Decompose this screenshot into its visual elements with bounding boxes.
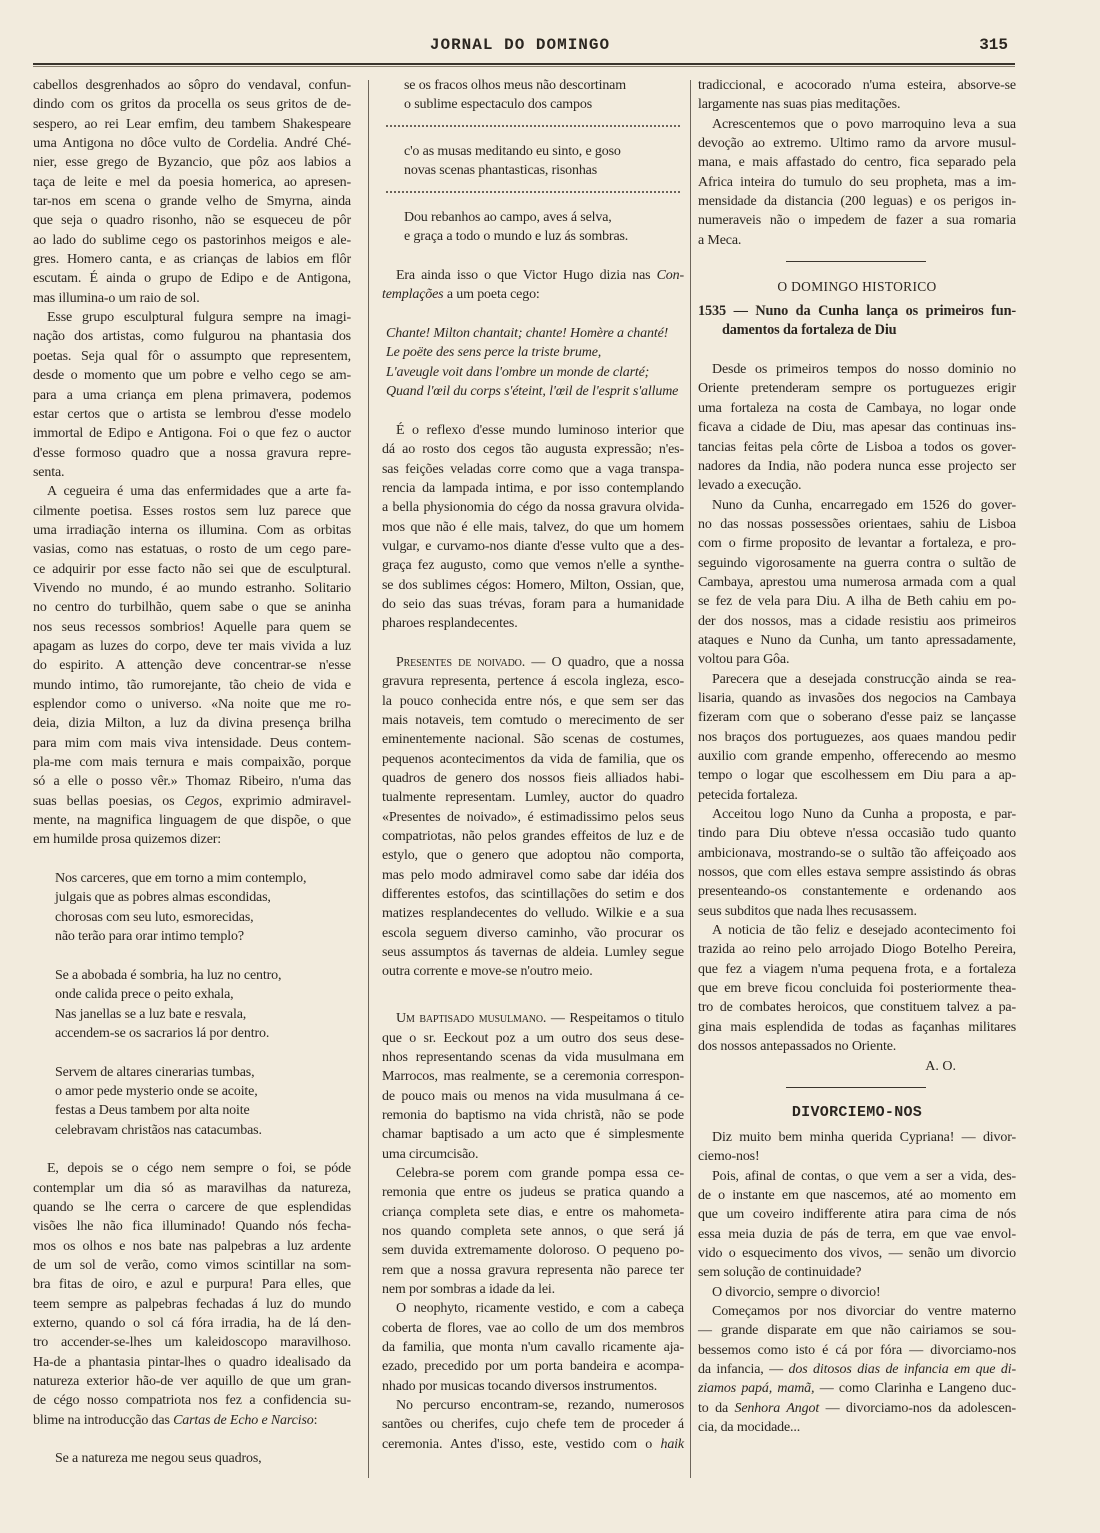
text-line: nos quando completa sete annos, o que será já [382,1223,684,1239]
text-line: mente, na magnifica linguagem de que dispõe, o que [33,813,351,829]
paragraph [698,496,1016,670]
text-line: numeraveis não o impedem de fazer a sua romaria [698,213,1016,229]
text-line: eminentemente nacional. São scenas de costumes, [382,732,684,748]
text-line: externo, quando o sol cá fóra irradia, ha de lá den- [33,1316,351,1331]
text-line: pequenos acontecimentos da vida de familia, que os [382,751,684,767]
text-line: dindo com os gritos da procella os seus gritos de de- [33,97,351,113]
newspaper-title: JORNAL DO DOMINGO [429,36,611,54]
column-2 [382,76,684,1454]
blank-space [698,341,1016,360]
section-divider [698,1076,1016,1098]
text-line: Acrescentemos que o povo marroquino leva a sua [712,116,1016,132]
column-divider [368,80,369,1478]
text-line: de o instante em que nascemos, até ao momento em [698,1187,1016,1203]
text-line: cabellos desgrenhados ao sôpro do vendaval, confun- [33,78,351,93]
text-line: do espirito. A attenção deve concentrar-se n'esse [33,658,351,674]
paragraph [382,266,684,305]
text-line: chamar baptisado a um acto que é simplesmente [382,1127,684,1143]
text-line: É o reflexo d'esse mundo luminoso interior que [396,422,684,438]
blank-space [382,1001,684,1009]
paragraph [698,1128,1016,1167]
text-line: gina mais esplendida de todas as façanhas militares [698,1019,1016,1035]
text-line: quando se lhe cerra o carcere de que esplendidas [33,1199,351,1215]
text-line: escola seguem diverso caminho, vão procurar os [382,925,684,941]
text-line: a bella physionomia do cégo da nossa gravura olvida- [382,500,684,516]
paragraph [698,115,1016,250]
text-line: uma irradiação interna os illumina. Com as orbitas [33,522,351,538]
text-line: Se a abobada é sombria, ha luz no centro, [55,967,282,983]
text-line: mana, e mais affastado do centro, fica separado pela [698,155,1016,171]
text-line: dá ao rosto dos cegos tão augusta expressão; n'es- [382,442,684,458]
text-line: taça de leite e mel da poesia homerica, ao apresen- [33,174,351,190]
text-line: vasias, como nas estatuas, o rosto de um cego pare- [33,542,351,558]
verse-stanza [382,142,684,181]
text-line: seus assumptos ás tavernas de aldeia. Lumley segue [382,945,684,961]
text-line: Ha-de a phantasia pintar-lhes o quadro idealisado da [33,1354,351,1370]
text-line: Quand l'œil du corps s'éteint, l'œil de l'esprit s'allume [386,384,679,400]
text-line: onde calida prece o peito exhala, [55,987,234,1003]
text-line: remonia que entre os judeus se pratica quando a [382,1185,684,1201]
text-segment: ceremonia. Antes d'isso, este, vestido com o [382,1436,661,1452]
text-segment: to da [698,1400,735,1416]
text-line: E, depois se o cégo nem sempre o foi, se póde [47,1161,351,1177]
verse-stanza [33,966,351,1043]
text-segment: Era ainda isso o que Victor Hugo dizia nas [396,268,657,284]
text-line: presenteando-os constantemente e ordenando aos [698,884,1016,900]
text-line: para mim com mais viva intensidade. Deus contem- [33,735,351,751]
text-line: em humilde prosa quizemos dizer: [33,832,222,848]
text-line: nossos, que com elles estava sempre assistindo ás obras [698,865,1016,881]
text-line: mos os olhos e nos bate nas palpebras a luz ardente [33,1238,351,1254]
paragraph [698,76,1016,115]
text-line [382,1435,684,1454]
blank-space [382,402,684,421]
italic-text: dos ditosos dias de infancia em que di- [788,1361,1016,1377]
blank-space [33,1140,351,1159]
italic-text: Senhora Angot [734,1400,820,1416]
text-line: No percurso encontram-se, rezando, numerosos [396,1398,684,1414]
text-segment: — O quadro, que a nossa [525,654,684,670]
text-line: a Meca. [698,232,742,248]
text-segment: , exprimio admiravel- [218,793,351,809]
text-line: lisaria, quando as invasões dos negocios na Cambaya [698,690,1016,706]
text-segment: a um poeta cego: [443,287,540,303]
text-line: mensidade da distancia (200 leguas) e os perigos in- [698,194,1016,210]
paragraph [33,482,351,850]
text-line: mais notaveis, tem comtudo o merecimento de ser [382,713,684,728]
text-line: apagam as luzes do corpo, deve ter mais vivida a luz [33,638,351,654]
text-line: Nos carceres, que em torno a mim contemplo, [55,871,307,887]
text-line: cilmente poetisa. Esses rostos sem luz parece que [33,503,351,519]
text-line: coberta de flores, vae ao collo de um dos membros [382,1320,684,1336]
text-line: A noticia de tão feliz e desejado acontecimento foi [712,923,1016,939]
italic-text: haik [660,1436,684,1452]
text-line: «Presentes de noivado», é estimadissimo pelos seus [382,809,684,825]
paragraph [698,302,1016,341]
text-line: la pouco conhecida entre nós, e que sem ser das [382,693,684,709]
text-line: festas a Deus tambem por alta noite [55,1103,250,1119]
paragraph [698,360,1016,495]
text-line: remonia do baptismo na vida christã, não se pode [382,1107,684,1123]
text-line: ciemo-nos! [698,1149,760,1165]
text-line: e graça a todo o mundo e luz ás sombras. [404,229,629,245]
text-line: com o firme proposito de levantar a fortaleza, e pro- [698,536,1016,552]
text-line: julgais que as pobres almas escondidas, [55,890,271,906]
text-line: só a elle o posso vêr.» Thomaz Ribeiro, n'uma das [33,774,351,790]
text-line: Africa inteira do tumulo do seu propheta, mas a im- [698,174,1016,190]
blank-space [382,134,684,142]
text-line: Oriente pretenderam sempre os portuguezes erigir [698,381,1016,397]
text-line: Se a natureza me negou seus quadros, [55,1451,262,1467]
text-line: cia, da mocidade... [698,1420,801,1435]
text-line: novas scenas phantasticas, risonhas [404,163,598,179]
italic-text: Con- [656,268,684,284]
verse-stanza [382,208,684,247]
text-line: Servem de altares cinerarias tumbas, [55,1064,255,1080]
text-line: pharoes resplandecentes. [382,616,518,632]
text-line: desde o momento que um pobre e velho cego se am- [33,368,351,384]
text-line: contemplar um dia só as maravilhas da natureza, [33,1180,351,1196]
text-line: natureza exterior hão-de ver aquillo de que um gran- [33,1374,351,1390]
text-line: nem por sombras a idade da lei. [382,1281,556,1297]
text-line: Começamos por nos divorciar do ventre materno [712,1303,1016,1319]
text-line: ambicionava, mostrando-se o sultão tão affeiçoado aos [698,845,1016,861]
paragraph [698,1302,1016,1437]
text-line: Nas janellas se a luz bate e resvala, [55,1006,247,1022]
masthead [0,36,1100,60]
text-line: que um coveiro indifferente atira para cima de nós [698,1207,1016,1223]
text-line: tualmente representam. Lumley, auctor do quadro [382,790,684,806]
text-line: teem sempre as palpebras fechadas á luz do mundo [33,1296,351,1312]
blank-space [33,946,351,965]
text-line: uma Antigona no dôce vulto de Cordelia. André Ché- [33,136,351,152]
text-line: essa meia duzia de pás de terra, em que vae envol- [698,1226,1016,1242]
text-line: ce adquirir por esse facto não sei que de esculptural. [33,561,351,577]
text-line: nhos representando scenas da vida musulmana em [382,1049,684,1065]
text-line: que seja o quadro risonho, não se esqueceu de pôr [33,213,351,229]
verse-stanza [33,1449,351,1468]
paragraph [698,1283,1016,1302]
text-line: Le poëte des sens perce la triste brume, [386,345,602,361]
text-line: nos seus recessos sombrios! Aquelle para quem se [33,619,351,635]
text-line: Dou rebanhos ao campo, aves á selva, [404,210,612,226]
text-line: mos que não é elle mais, talvez, do que um homem [382,519,684,535]
text-line: graça fez augusto, como que vemos n'elle a synthe- [382,558,684,574]
text-line: gres. Homero canta, e as crianças de labios em flôr [33,252,351,268]
text-line: uma circumcisão. [382,1146,479,1162]
header-rule [33,63,1015,67]
paragraph [382,421,684,634]
text-line: sespero, ao rei Lear emfim, deu tambem Shakespeare [33,116,351,132]
blank-space [382,305,684,324]
text-segment: : [313,1412,318,1428]
text-line: sem duvida extremamente doloroso. O pequeno po- [382,1243,684,1259]
italic-text: Cegos [184,793,219,809]
section-heading: O DOMINGO HISTORICO [777,279,937,295]
text-segment: suas bellas poesias, os [33,793,185,809]
section-heading: DIVORCIEMO-NOS [791,1103,923,1121]
verse-stanza [33,1063,351,1140]
column-3 [698,76,1016,1437]
text-line: Vivendo no mundo, é ao mundo estranho. Solitario [33,580,351,596]
text-line: esplendor como o universo. «Na noite que me ro- [33,697,351,712]
small-caps-title: Presentes de noivado. [396,654,526,670]
text-line: differentes estofos, das scintillações do setim e dos [382,887,684,903]
text-segment: blime na introducção das [33,1412,174,1428]
text-line: vulgar, e curvamo-nos diante d'esse vulto que a des- [382,538,684,554]
page-number: 315 [979,36,1008,54]
text-line: tro de combates heroicos, que constituem talvez a pa- [698,1000,1016,1016]
text-line: visões lhe não fica illuminado! Quando nós fecha- [33,1219,351,1235]
text-line [382,285,684,304]
text-line: da familia, que monta n'um cavallo ricamente aja- [382,1340,684,1355]
text-line: Celebra-se porem com grande pompa essa ce- [396,1165,684,1181]
text-line: senta. [33,464,65,480]
text-line: L'aveugle voit dans l'ombre un monde de clarté; [386,364,650,380]
text-segment: — divorciamo-nos da adolescen- [819,1400,1016,1416]
text-line: celebravam christãos nas catacumbas. [55,1122,262,1138]
paragraph [698,1167,1016,1283]
author-signature: A. O. [925,1058,956,1074]
text-line: nos braços dos portuguezes, aos quaes mandou pedir [698,729,1016,745]
text-line: Diz muito bem minha querida Cypriana! — divor- [712,1129,1016,1145]
text-line: trazida ao reino pelo arrojado Diogo Botelho Pereira, [698,942,1016,958]
text-line: rem que a nossa gravura representa não parece ter [382,1262,684,1278]
text-line: não terão para orar intimo templo? [55,929,244,945]
small-caps-title: Um baptisado musulmano. [396,1011,547,1027]
text-line: Parecera que a desejada construcção ainda se rea- [712,671,1016,687]
text-line: Cambaya, aprestou uma numerosa armada com a qual [698,574,1016,590]
text-line: accendem-se os sacrarios lá por dentro. [55,1025,270,1041]
text-line: escutam. É ainda o grupo de Edipo e de Antigona, [33,271,351,287]
text-line: que fez a viagem n'uma pequena frota, e a fortaleza [698,961,1016,977]
paragraph [33,308,351,482]
text-line [698,1399,1016,1418]
blank-space [382,982,684,1001]
paragraph [382,1396,684,1454]
text-line: Esse grupo esculptural fulgura sempre na imagi- [47,310,351,326]
text-line: largamente nas suas pias meditações. [698,97,901,113]
text-line: compatriotas, não pelos grandes effeitos de luz e de [382,829,684,845]
text-line: sem solução de continuidade? [698,1265,862,1281]
text-segment: da infancia, — [698,1361,789,1377]
verse-stanza [382,76,684,115]
paragraph [33,1159,351,1430]
text-line: levado a execução. [698,478,802,494]
text-line: 1535 — Nuno da Cunha lança os primeiros fun- [698,303,1016,320]
text-line: tempo o logar que escolhessem em Diu para a ap- [698,768,1016,784]
text-line: pla-me com mais ternura e mais compaixão, porque [33,755,351,771]
text-line: mas pelo modo admiravel como sabe dar idéia dos [382,867,684,883]
text-line [382,1009,684,1028]
text-line: mundo intimo, tão rumorejante, tão cheio de vida e [33,677,351,693]
text-line: tindo para Diu obteve n'essa occasião tudo quanto [698,826,1016,842]
text-line: tro accender-se-lhes um kaleidoscopo maravilhoso. [33,1335,351,1351]
italic-text: Cartas de Echo e Narciso [173,1412,314,1428]
text-line: der dos nossos, mas a cidade resistiu aos primeiros [698,613,1016,629]
text-line: seguindo vigorosamente na guerra contra o sultão de [698,555,1016,571]
text-line: de um sol de verão, como vimos scintillar na som- [33,1257,351,1273]
text-line: O neophyto, ricamente vestido, e com a cabeça [396,1301,684,1317]
text-line: tancias feitas pela côrte de Lisboa a todos os gover- [698,439,1016,455]
text-line: O divorcio, sempre o divorcio! [712,1284,881,1300]
text-line: estar certos que o artista se lembrou d'esse modelo [33,406,351,422]
text-line: damentos da fortaleza de Diu [698,322,897,339]
text-line: immortal de Edipo e Antigona. Foi o que fez o auctor [33,426,351,442]
blank-space [382,634,684,653]
text-line: para a uma criança em plena primavera, podemos [33,387,351,403]
blank-space [33,850,351,869]
text-line: nhado por musicas tocando diversos instrumentos. [382,1378,658,1394]
text-line: estylo, que o genero que adoptou não comporta, [382,848,684,864]
text-line [698,1360,1016,1379]
text-line: deia, dizia Milton, a luz da divina presença brilha [33,716,351,732]
text-line: matizes resplandecentes do velludo. Wilkie e a sua [382,906,684,922]
text-line: auxilio com grande empenho, offerecendo ao mesmo [698,749,1016,764]
paragraph [382,1299,684,1396]
paragraph [382,1009,684,1164]
text-line: Nuno da Cunha, encarregado em 1526 do gover- [712,497,1016,513]
text-line: fizeram com que o soberano d'esse paiz se lançasse [698,710,1016,726]
blank-space [382,247,684,266]
column-1 [33,76,351,1469]
text-line: nadores da India, não podera nunca esse projecto ser [698,458,1016,474]
italic-text: ziamos papá, mamã, [698,1381,815,1397]
text-line: do seio das suas trévas, foram para a humanidade [382,596,684,612]
text-line: mas illumina-o um raio de sol. [33,290,200,306]
text-line: que o sr. Eeckout poz a um outro dos seus dese- [382,1030,684,1046]
text-line: Marrocos, mas realmente, se a ceremonia correspon- [382,1069,684,1085]
text-line: devoção ao extremo. Ultimo ramo da arvore musul- [698,136,1016,152]
text-line: o amor pede mysterio onde se acoite, [55,1083,258,1099]
text-line: outra corrente e move-se n'outro meio. [382,964,593,980]
text-line: ficava a cidade de Diu, mas apesar das continuas ins- [698,420,1016,436]
text-line: rencia da lampada intima, e por isso contemplando [382,480,684,496]
text-line: ao lado do sublime cego os pastorinhos meigos e ale- [33,232,351,248]
text-line: uma fortaleza na costa de Cambaya, no logar onde [698,400,1016,416]
text-line: petecida fortaleza. [698,787,798,803]
column-divider [690,80,691,1478]
text-line: voltou para Gôa. [698,652,790,668]
text-segment: — Respeitamos o titulo [546,1011,685,1027]
text-line: gravura representa, pertence á escola ingleza, esco- [382,674,684,690]
text-line [33,1411,351,1430]
paragraph [698,921,1016,1056]
text-line: c'o as musas meditando eu sinto, e goso [404,144,621,160]
text-line: de pouco mais ou menos na vida musulmana á ce- [382,1088,684,1104]
text-line: nier, esse grego de Byzancio, que pôz aos labios a [33,155,351,171]
italic-text: templações [382,287,444,303]
paragraph [33,76,351,308]
text-line: bessemos como isto é cá por fóra — divorciamo-nos [698,1342,1016,1358]
text-line: poetas. Seja qual fôr o assumpto que representem, [33,348,351,364]
text-line: ezado, precedido por um porta bandeira e acompa- [382,1359,684,1375]
paragraph [382,1164,684,1299]
text-line: ataques e Nuno da Cunha, um tanto apressadamente, [698,632,1016,648]
text-line: sas feições veladas corre como que a vaga transpa- [382,461,684,477]
text-line: tar-nos em scena o grande velho de Smyrna, ainda [33,194,351,210]
text-line: o sublime espectaculo dos campos [404,97,593,113]
text-line [382,653,684,672]
text-line: chorosas com seu luto, esmorecidas, [55,909,254,925]
text-line: santões ou cherifes, cujo chefe tem de proceder á [382,1417,684,1433]
blank-space [33,1430,351,1449]
text-line: Desde os primeiros tempos do nosso dominio no [712,362,1016,378]
text-line: se fez de vela para Diu. A ilha de Beth cahiu em po- [698,594,1016,610]
text-line [33,792,351,811]
verse-stanza [382,324,684,401]
text-line: que em breve ficou concluida foi posteriormente thea- [698,981,1016,997]
text-line: se dos sublimes cégos: Homero, Milton, Ossian, que, [382,577,684,593]
text-line [698,1379,1016,1398]
text-line: Pois, afinal de contas, o que vem a ser a vida, des- [712,1168,1016,1184]
text-line: se os fracos olhos meus não descortinam [404,78,626,93]
text-line: bra fitas de oiro, e azul e purpura! Para elles, que [33,1277,351,1293]
text-line: no das nossas possessões orientaes, sahiu de Lisboa [698,516,1016,532]
text-line: de cégo nosso compatriota nos fez a confidencia su- [33,1393,351,1409]
paragraph [698,805,1016,921]
paragraph [698,670,1016,805]
text-line: nação dos artistas, como fulgurou na phantasia dos [33,329,351,345]
section-divider [698,250,1016,272]
ellipsis-dotted-line [382,181,684,200]
text-line: dos nossos antepassados no Oriente. [698,1039,897,1055]
text-line: d'esse formoso quadro que a nossa gravura repre- [33,445,351,461]
text-line: vido o esquecimento dos vivos, — senão um divorcio [698,1245,1016,1261]
text-line: — grande disparate em que não cairiamos se sou- [698,1323,1016,1339]
text-segment: — como Clarinha e Langeno duc- [814,1381,1017,1397]
text-line: tradiccional, e acocorado n'uma esteira, absorve-se [698,78,1016,93]
text-line: quadros de genero dos nossos fieis alliados habi- [382,771,684,787]
text-line: no centro do turbilhão, quem sabe o que se aninha [33,600,351,616]
blank-space [33,1043,351,1062]
text-line [382,266,684,285]
verse-stanza [33,869,351,946]
text-line: criança completa sete dias, e entre os mahometa- [382,1204,684,1220]
text-line: Chante! Milton chantait; chante! Homère a chanté! [386,326,669,342]
paragraph [382,653,684,982]
text-line: seus subditos que nada lhes recusassem. [698,903,917,919]
text-line: A cegueira é uma das enfermidades que a arte fa- [47,484,351,500]
ellipsis-dotted-line [382,115,684,134]
blank-space [382,200,684,208]
text-line: Acceitou logo Nuno da Cunha a proposta, e par- [712,807,1016,823]
